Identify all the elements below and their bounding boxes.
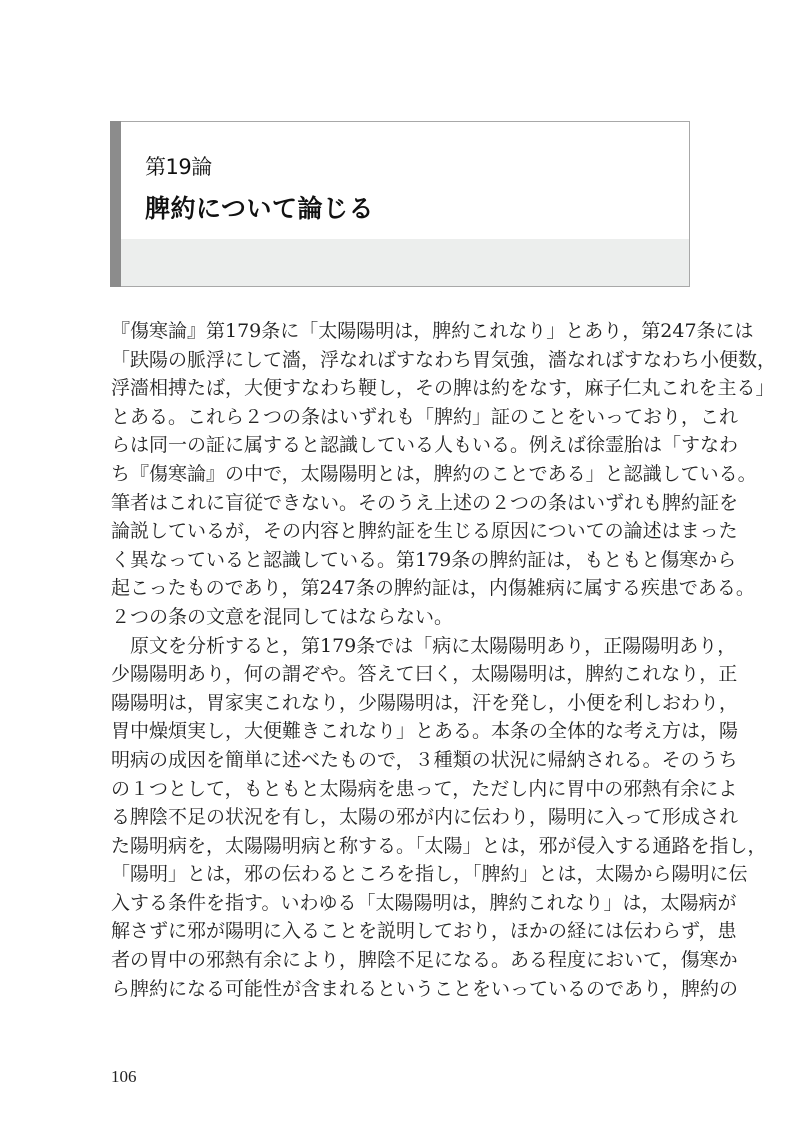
page-number: 106 [111, 1067, 137, 1086]
text-line: 原文を分析すると，第179条では「病に太陽陽明あり，正陽陽明あり， [111, 634, 737, 657]
chapter-accent-bar [110, 121, 121, 287]
text-line: 『傷寒論』第179条に「太陽陽明は，脾約これなり」とあり，第247条には [111, 320, 754, 342]
text-line: とある。これら２つの条はいずれも「脾約」証のことをいっており，これ [111, 405, 739, 428]
chapter-title: 脾約について論じる [145, 194, 375, 223]
text-line: 少陽陽明あり，何の謂ぞや。答えて曰く，太陽陽明は，脾約これなり，正 [111, 663, 738, 686]
text-line: 筆者はこれに盲従できない。そのうえ上述の２つの条はいずれも脾約証を [111, 491, 739, 514]
chapter-number: 第19論 [145, 155, 212, 179]
text-line: 胃中燥煩実し，大便難きこれなり」とある。本条の全体的な考え方は，陽 [111, 720, 739, 743]
text-line: 陽陽明は，胃家実これなり，少陽陽明は，汗を発し，小便を利しおわり， [111, 691, 739, 714]
text-line: る脾陰不足の状況を有し，太陽の邪が内に伝わり，陽明に入って形成され [111, 806, 739, 829]
text-line: 浮濇相搏たば，大便すなわち鞕し，その脾は約をなす，麻子仁丸これを主る」 [111, 377, 775, 400]
text-line: 「陽明」とは，邪の伝わるところを指し，「脾約」とは，太陽から陽明に伝 [111, 863, 748, 886]
body-text [111, 317, 777, 1003]
text-line: 解さずに邪が陽明に入ることを説明しており，ほかの経には伝わらず，患 [111, 920, 737, 943]
text-line: 入する条件を指す。いわゆる「太陽陽明は，脾約これなり」は，太陽病が [111, 891, 737, 914]
text-line: く異なっていると認識している。第179条の脾約証は，もともと傷寒から [111, 548, 737, 571]
text-line: らは同一の証に属すると認識している人もいる。例えば徐霊胎は「すなわ [111, 434, 739, 457]
text-line: 者の胃中の邪熱有余により，脾陰不足になる。ある程度において，傷寒か [111, 949, 738, 972]
text-line: の１つとして，もともと太陽病を患って，ただし内に胃中の邪熱有余によ [111, 777, 738, 800]
chapter-header-box [110, 121, 690, 287]
text-line: ち『傷寒論』の中で，太陽陽明とは，脾約のことである」と認識している。 [111, 462, 757, 485]
text-line: た陽明病を，太陽陽明病と称する。「太陽」とは，邪が侵入する通路を指し， [111, 834, 767, 857]
text-line: 起こったものであり，第247条の脾約証は，内傷雑病に属する疾患である。 [111, 577, 755, 600]
chapter-gray-band [121, 239, 689, 286]
text-line: ２つの条の文意を混同してはならない。 [111, 605, 454, 628]
text-line: 「趺陽の脈浮にして濇，浮なればすなわち胃気強，濇なればすなわち小便数， [111, 348, 777, 371]
text-line: 論説しているが，その内容と脾約証を生じる原因についての論述はまった [111, 520, 738, 543]
text-line: ら脾約になる可能性が含まれるということをいっているのであり，脾約の [111, 977, 739, 1000]
text-line: 明病の成因を簡単に述べたもので，３種類の状況に帰納される。そのうち [111, 748, 738, 771]
